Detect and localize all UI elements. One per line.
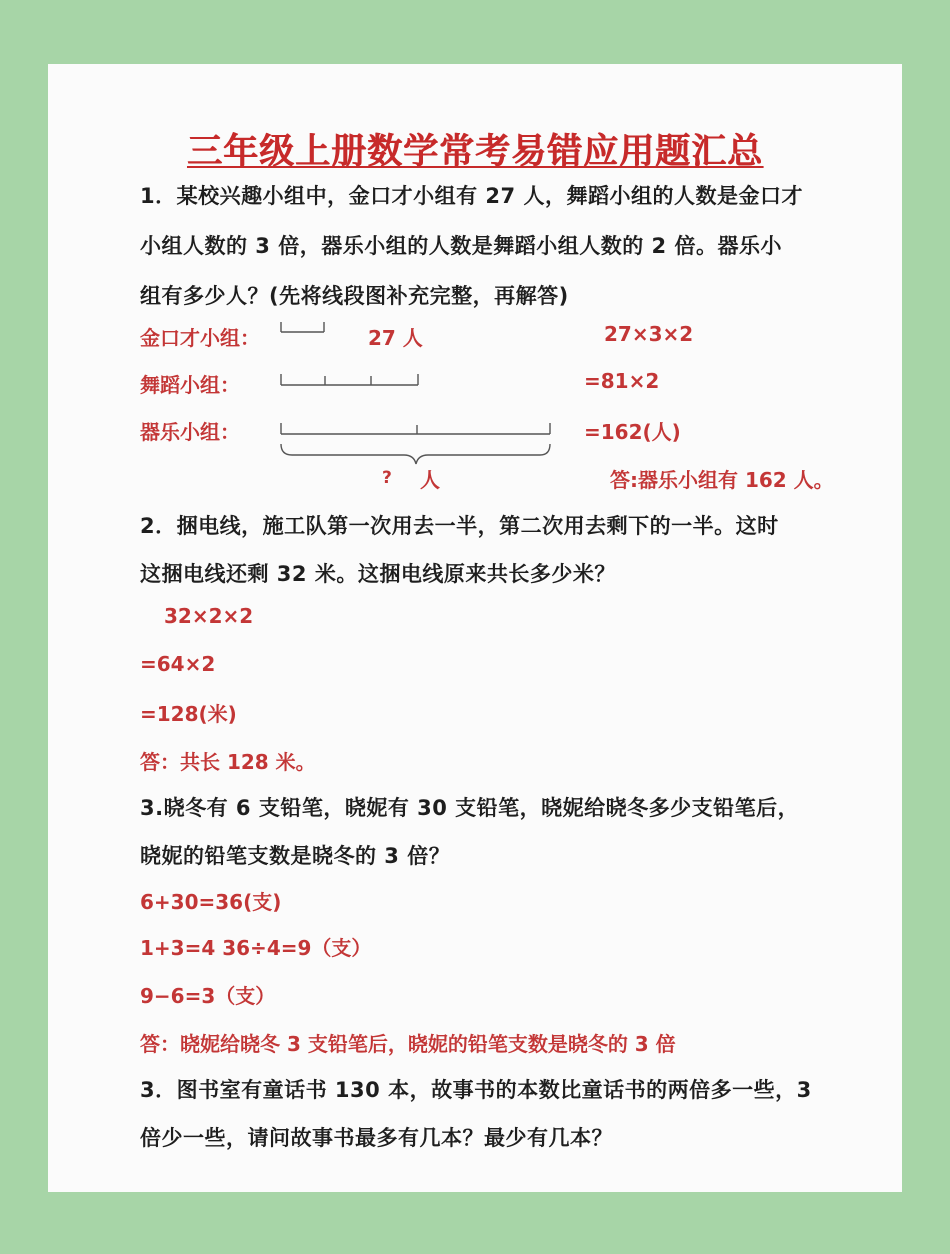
answer-2: 答：共长 128 米。 (140, 750, 316, 774)
segment-instrument (281, 423, 550, 434)
solution-2-step-2: =64×2 (140, 652, 216, 676)
problem-2-line-1: 2．捆电线，施工队第一次用去一半，第二次用去剩下的一半。这时 (140, 514, 779, 538)
solution-1-step-1: 27×3×2 (604, 322, 694, 346)
solution-3-step-1: 6+30=36(支) (140, 890, 282, 914)
solution-2-step-1: 32×2×2 (164, 604, 254, 628)
problem-4-line-1: 3．图书室有童话书 130 本，故事书的本数比童话书的两倍多一些，3 (140, 1078, 812, 1102)
problem-1-line-1: 1．某校兴趣小组中，金口才小组有 27 人，舞蹈小组的人数是金口才 (140, 184, 803, 208)
solution-3-step-3: 9−6=3（支） (140, 984, 276, 1008)
solution-2-step-3: =128(米) (140, 702, 237, 726)
segment-diagram (48, 64, 902, 504)
problem-2-line-2: 这捆电线还剩 32 米。这捆电线原来共长多少米？ (140, 562, 616, 586)
question-mark: ? (382, 468, 392, 488)
known-value-label: 27 人 (368, 326, 423, 350)
problem-1-line-3: 组有多少人？(先将线段图补充完整，再解答) (140, 284, 569, 308)
brace-total (281, 444, 550, 464)
problem-4-line-2: 倍少一些，请问故事书最多有几本？最少有几本？ (140, 1126, 613, 1150)
problem-1-line-2: 小组人数的 3 倍，器乐小组的人数是舞蹈小组人数的 2 倍。器乐小 (140, 234, 782, 258)
label-instrument-group: 器乐小组： (140, 420, 240, 444)
unit-label: 人 (420, 468, 440, 492)
page-title: 三年级上册数学常考易错应用题汇总 (186, 132, 763, 172)
segment-dance (281, 374, 418, 385)
problem-3-line-1: 3.晓冬有 6 支铅笔，晓妮有 30 支铅笔，晓妮给晓冬多少支铅笔后， (140, 796, 800, 820)
solution-1-step-3: =162(人) (584, 420, 681, 444)
label-jinkoucai-group: 金口才小组： (140, 326, 260, 350)
label-dance-group: 舞蹈小组： (140, 373, 240, 397)
solution-3-step-2: 1+3=4 36÷4=9（支） (140, 936, 372, 960)
answer-1: 答:器乐小组有 162 人。 (610, 468, 834, 492)
answer-3: 答：晓妮给晓冬 3 支铅笔后，晓妮的铅笔支数是晓冬的 3 倍 (140, 1032, 676, 1056)
solution-1-step-2: =81×2 (584, 369, 660, 393)
problem-3-line-2: 晓妮的铅笔支数是晓冬的 3 倍？ (140, 844, 451, 868)
worksheet-page (48, 64, 902, 1192)
segment-jinkoucai (281, 322, 324, 332)
